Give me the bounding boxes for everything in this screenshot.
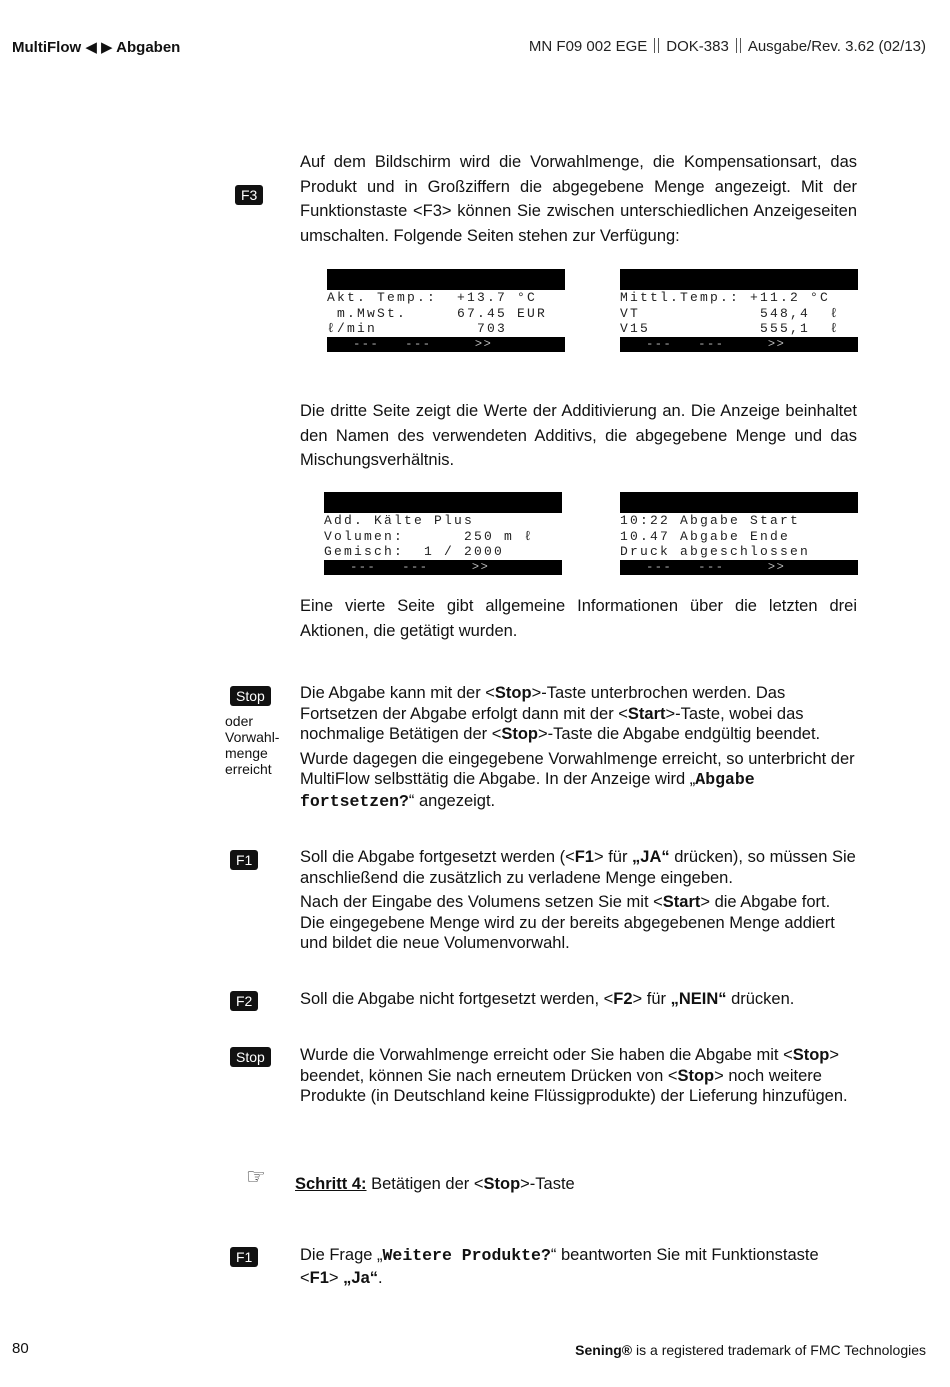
continue-paragraph [300,847,857,954]
key-name: Stop [677,1066,715,1085]
display-line: 10.47 Abgabe Ende [620,528,791,544]
key-name: Stop [792,1046,830,1064]
display-page-1 [327,269,565,352]
answer-label: „NEIN“ [670,990,727,1008]
intro-paragraph: Auf dem Bildschirm wird die Vorwahlmenge, die Kompensationsart, das Produkt und in Großziffern die abgegebene Menge angezeigt. Mit der Funktionstaste <F3> können Sie zwischen unterschiedlichen Anzeigeseiten umschalten. Folgende Seiten stehen zur Verfügung: [300,153,857,245]
key-name: Stop [501,725,539,743]
display-message: Weitere Produkte? [382,1246,551,1265]
page-number: 80 [12,1340,29,1357]
interrupt-text [300,683,857,745]
text-run: “ beantworten Sie mit Funktionstaste < [300,1246,819,1287]
display-page-3 [324,492,562,575]
actions-paragraph: Eine vierte Seite gibt allgemeine Informationen über die letzten drei Aktionen, die getätigt wurden. [300,597,857,640]
side-note-line: oder [225,713,254,729]
display-softkey-bar: --- --- >> [620,337,858,352]
display-line: Add. Kälte Plus [324,513,475,528]
key-name: Start [662,893,701,911]
text-run: Wurde die Vorwahlmenge erreicht oder Sie haben die Abgabe mit < [300,1046,793,1064]
edition: Ausgabe/Rev. 3.62 (02/13) [747,38,926,55]
key-name: F2 [613,990,633,1008]
stop-key-icon: Stop [230,686,271,706]
display-softkey-bar: --- --- >> [327,337,565,352]
text-run: >-Taste unterbrochen werden. Das Fortsetzen der Abgabe erfolgt dann mit der < [300,684,786,723]
doc-number: DOK-383 [666,38,729,55]
display-title-bar [620,269,858,290]
separator [736,38,741,53]
answer-label: „Ja“ [343,1269,378,1287]
text-run: > [328,1269,344,1287]
separator [654,38,659,53]
side-note [225,713,279,777]
answer-label: „JA“ [632,848,670,866]
trademark-text: is a registered trademark of FMC Technologies [632,1342,926,1358]
further-products-paragraph [300,1244,857,1289]
pointing-hand-icon: ☞ [246,1164,266,1189]
text-run: >-Taste die Abgabe endgültig beendet. [538,725,821,743]
display-line: m.MwSt. 67.45 EUR [327,305,548,321]
running-header-docinfo [529,38,926,55]
display-title-bar [327,269,565,290]
side-note-line: erreicht [225,761,272,777]
f2-key-icon: F2 [230,991,258,1011]
display-line: V15 555,1 ℓ [620,321,841,336]
display-page-4 [620,492,858,575]
no-continue-text [300,989,857,1010]
key-name: Stop [494,684,532,702]
stop-key-icon: Stop [230,1047,271,1067]
display-line: VT 548,4 ℓ [620,305,841,321]
display-line: Mittl.Temp.: +11.2 °C [620,290,831,305]
display-title-bar [324,492,562,513]
more-products-paragraph [300,1045,857,1107]
running-header-title: MultiFlow ◀ ▶ Abgaben [12,39,181,56]
text-run: Wurde dagegen die eingegebene Vorwahlmenge erreicht, so unterbricht der MultiFlow selbsttätig die Abgabe. In der Anzeige wird „ [300,749,855,788]
text-run: Betätigen der < [366,1175,484,1193]
display-line: Druck abgeschlossen [620,544,811,559]
text-run: > für [593,848,633,866]
f1-key-icon: F1 [230,1247,258,1267]
brand-name: Sening® [575,1342,633,1358]
side-note-line: menge [225,745,268,761]
text-run: Die Frage „ [300,1246,383,1264]
step-4-heading [295,1175,575,1194]
volume-text [300,892,857,954]
text-run: Die Abgabe kann mit der < [300,684,495,702]
additive-paragraph: Die dritte Seite zeigt die Werte der Additivierung an. Die Anzeige beinhaltet den Namen des verwendeten Additivs, die abgegebene Menge und das Mischungsverhältnis. [300,402,857,469]
f1-key-icon: F1 [230,850,258,870]
text-run: > noch weitere Produkte (in Deutschland keine Flüssigprodukte) der Lieferung hinzufügen. [300,1066,848,1105]
key-name: F1 [309,1269,329,1287]
text-run: Soll die Abgabe nicht fortgesetzt werden, < [300,990,614,1008]
display-line: Akt. Temp.: +13.7 °C [327,290,538,305]
text-run: >-Taste, wobei das nochmalige Betätigen der < [300,704,804,743]
key-name: Stop [483,1175,521,1193]
display-line: Gemisch: 1 / 2000 [324,544,505,559]
text-run: . [378,1269,383,1287]
text-run: > die Abgabe fort. Die eingegebene Menge wird zu der bereits abgegebenen Menge addiert und bildet die neue Volumenvorwahl. [300,893,835,952]
more-products-text [300,1045,857,1107]
continue-text [300,847,857,888]
text-run: drücken. [726,990,795,1008]
text-run: Soll die Abgabe fortgesetzt werden (< [300,848,575,866]
f3-key-icon: F3 [235,185,263,205]
display-title-bar [620,492,858,513]
side-note-line: Vorwahl- [225,729,280,745]
interrupt-paragraph [300,683,857,812]
trademark-note [575,1342,926,1358]
key-name: Start [627,704,666,723]
display-softkey-bar: --- --- >> [324,560,562,575]
text-run: “ angezeigt. [408,791,496,810]
display-softkey-bar: --- --- >> [620,560,858,575]
preset-reached-text [300,749,857,813]
key-name: F1 [574,848,594,866]
text-run: > beendet, können Sie nach erneutem Drücken von < [300,1046,840,1085]
display-line: 10:22 Abgabe Start [620,513,801,528]
text-run: > für [632,990,671,1008]
display-line: Volumen: 250 m ℓ [324,528,535,544]
text-run: Nach der Eingabe des Volumens setzen Sie mit < [300,893,663,911]
display-line: ℓ/min 703 [327,321,508,336]
text-run: >-Taste [520,1175,575,1193]
text-run: drücken), so müssen Sie anschließend die zusätzlich zu verladene Menge eingeben. [300,848,856,887]
further-products-text [300,1244,857,1289]
display-message: Abgabe fortsetzen? [300,770,755,811]
no-continue-paragraph [300,989,857,1010]
step-label: Schritt 4: [295,1175,367,1193]
doc-code: MN F09 002 EGE [528,38,648,55]
display-page-2 [620,269,858,352]
